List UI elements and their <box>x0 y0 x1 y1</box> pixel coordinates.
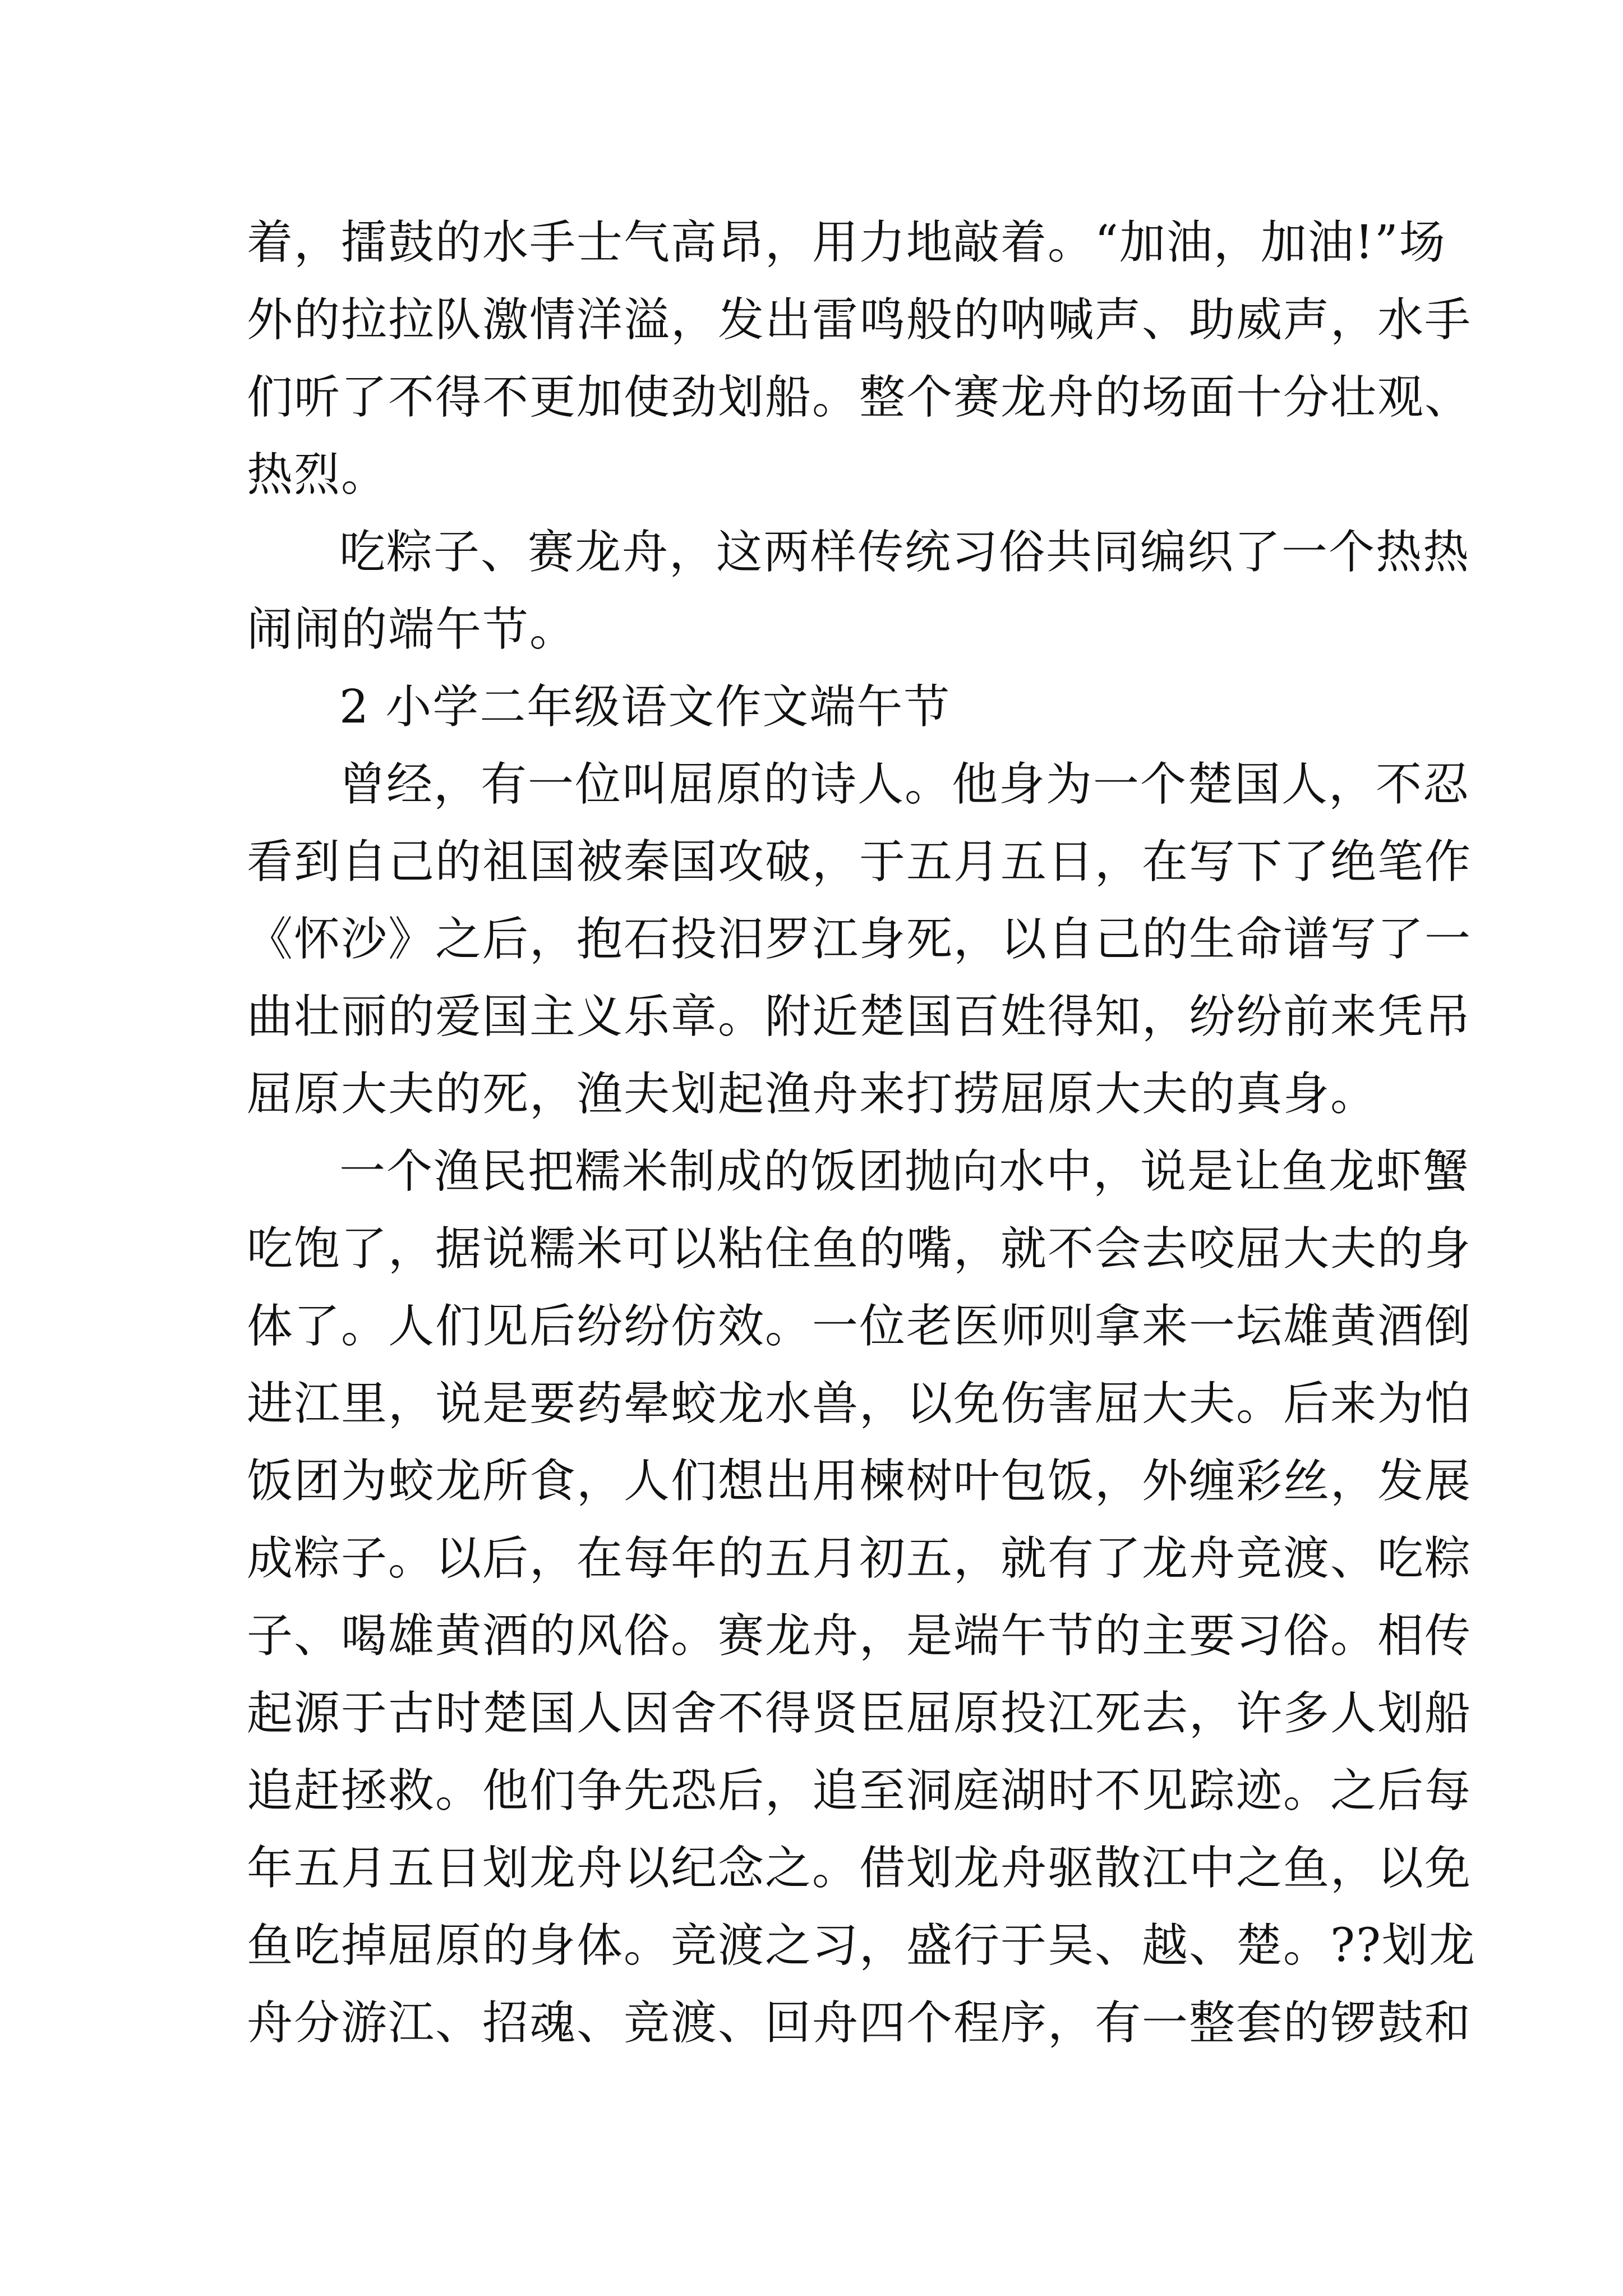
section-heading: 2 小学二年级语文作文端午节 <box>339 680 951 734</box>
text-line: 进江里，说是要药晕蛟龙水兽，以免伤害屈大夫。后来为怕 <box>247 1377 1472 1430</box>
text-line: 饭团为蛟龙所食，人们想出用楝树叶包饭，外缠彩丝，发展 <box>247 1455 1472 1508</box>
text-line: 们听了不得不更加使劲划船。整个赛龙舟的场面十分壮观、 <box>247 371 1472 424</box>
text-line: 闹闹的端午节。 <box>247 603 577 656</box>
text-line: 追赶拯救。他们争先恐后，追至洞庭湖时不见踪迹。之后每 <box>247 1764 1472 1818</box>
body-text <box>247 215 1476 2073</box>
text-line: 舟分游江、招魂、竞渡、回舟四个程序，有一整套的锣鼓和 <box>247 1996 1472 2050</box>
text-line: 曲壮丽的爱国主义乐章。附近楚国百姓得知，纷纷前来凭吊 <box>247 990 1472 1043</box>
text-line: 热烈。 <box>247 448 389 501</box>
text-line: 体了。人们见后纷纷仿效。一位老医师则拿来一坛雄黄酒倒 <box>247 1300 1472 1353</box>
text-line: 鱼吃掉屈原的身体。竞渡之习，盛行于吴、越、楚。??划龙 <box>247 1919 1476 1972</box>
paragraph-first-line: 曾经，有一位叫屈原的诗人。他身为一个楚国人，不忍 <box>339 758 1470 811</box>
text-line: 着，擂鼓的水手士气高昂，用力地敲着。“加油，加油!”场 <box>247 216 1446 269</box>
paragraph-first-line: 吃粽子、赛龙舟，这两样传统习俗共同编织了一个热热 <box>339 526 1470 579</box>
text-line: 外的拉拉队激情洋溢，发出雷鸣般的呐喊声、助威声，水手 <box>247 293 1472 347</box>
text-line: 起源于古时楚国人因舍不得贤臣屈原投江死去，许多人划船 <box>247 1687 1472 1740</box>
text-line: 成粽子。以后，在每年的五月初五，就有了龙舟竞渡、吃粽 <box>247 1532 1472 1585</box>
text-line: 屈原大夫的死，渔夫划起渔舟来打捞屈原大夫的真身。 <box>247 1068 1378 1121</box>
text-line: 子、喝雄黄酒的风俗。赛龙舟，是端午节的主要习俗。相传 <box>247 1609 1472 1663</box>
text-line: 《怀沙》之后，抱石投汨罗江身死，以自己的生命谱写了一 <box>247 913 1472 966</box>
text-line: 年五月五日划龙舟以纪念之。借划龙舟驱散江中之鱼，以免 <box>247 1842 1472 1895</box>
text-line: 吃饱了，据说糯米可以粘住鱼的嘴，就不会去咬屈大夫的身 <box>247 1222 1472 1276</box>
text-line: 看到自己的祖国被秦国攻破，于五月五日，在写下了绝笔作 <box>247 835 1472 889</box>
paragraph-first-line: 一个渔民把糯米制成的饭团抛向水中，说是让鱼龙虾蟹 <box>339 1145 1470 1198</box>
